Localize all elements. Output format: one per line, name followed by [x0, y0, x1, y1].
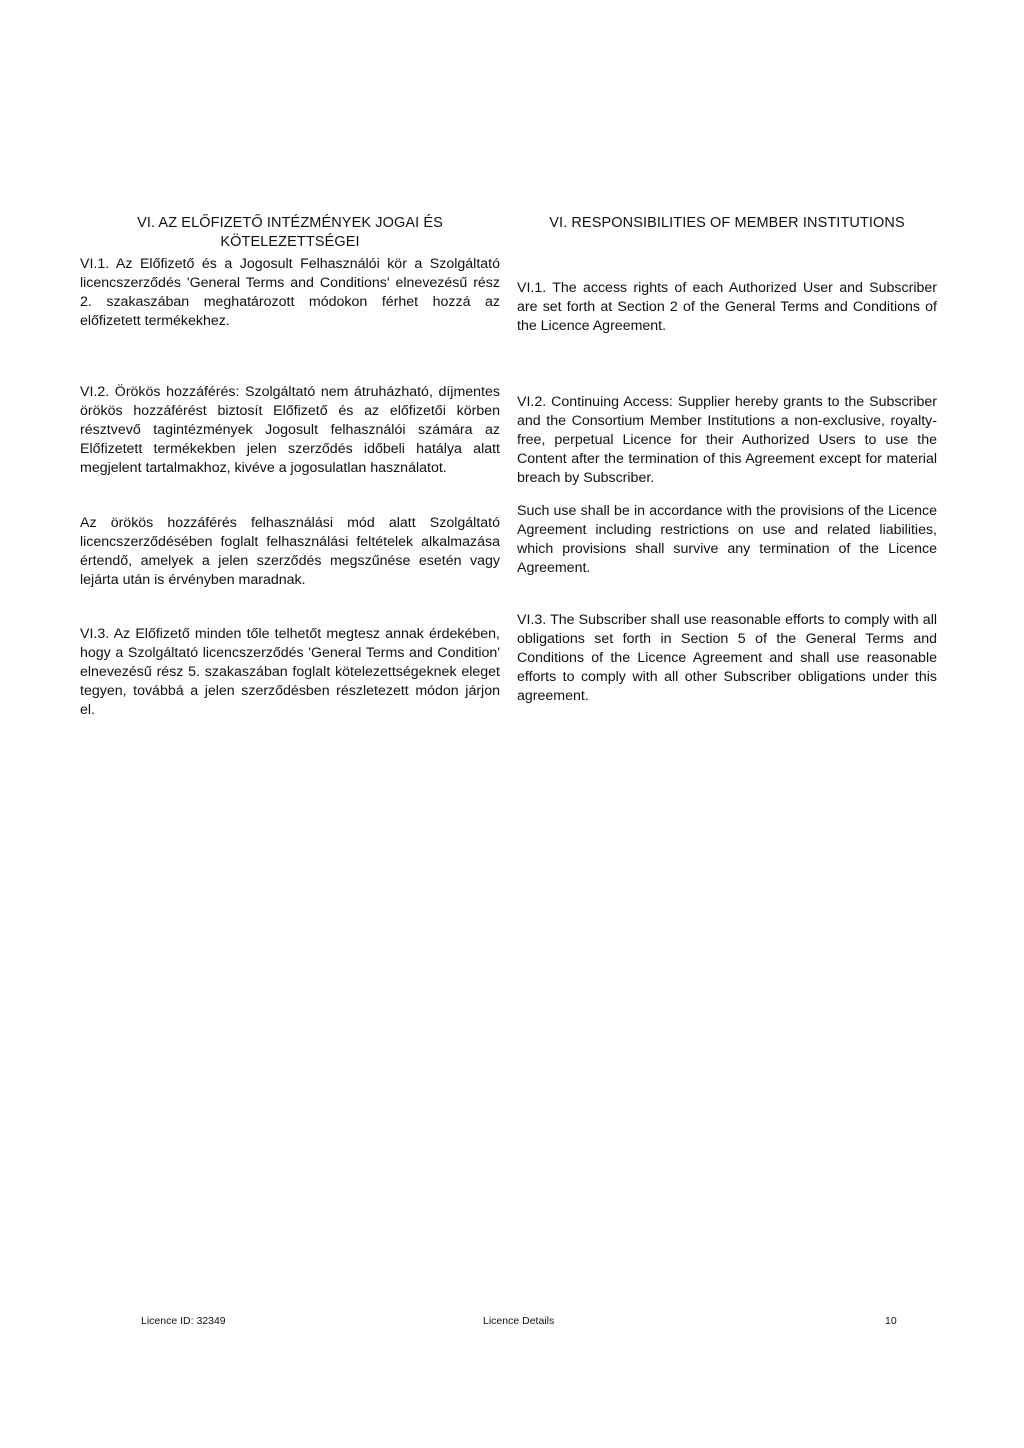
- clause-text: Such use shall be in accordance with the provisions of the Licence Agreement including restrictions on use and related liabilities, which provisions shall survive any termination of the Licence Agreement.: [517, 503, 937, 576]
- paragraph-en-3: [517, 502, 937, 578]
- clause-text: Az Előfizető és a Jogosult Felhasználói kör a Szolgáltató licencszerződés 'General Terms and Conditions' elnevezésű rész 2. szakaszában meghatározott módokon férhet hozzá az előfizetett termékekhez.: [80, 256, 500, 329]
- clause-text: The Subscriber shall use reasonable efforts to comply with all obligations set forth in Section 5 of the General Terms and Conditions of the Licence Agreement and shall use reasonable efforts to comply with all other Subscriber obligations under this agreement.: [517, 612, 938, 704]
- clause-text: The access rights of each Authorized User and Subscriber are set forth at Section 2 of the General Terms and Conditions of the Licence Agreement.: [517, 280, 937, 334]
- clause-number: VI.1.: [517, 280, 547, 296]
- footer-licence-id: Licence ID: 32349: [141, 1315, 226, 1327]
- heading-line-2: KÖTELEZETTSÉGEI: [220, 234, 360, 250]
- paragraph-hu-2: [80, 383, 500, 478]
- paragraph-hu-1: [80, 255, 500, 331]
- heading-line-1: VI. AZ ELŐFIZETŐ INTÉZMÉNYEK JOGAI ÉS: [137, 215, 443, 231]
- paragraph-en-2: [517, 393, 937, 488]
- paragraph-hu-3: [80, 514, 500, 590]
- clause-number: VI.3.: [517, 612, 547, 628]
- clause-number: VI.2.: [80, 384, 110, 400]
- paragraph-en-1: [517, 279, 937, 336]
- clause-text: Az örökös hozzáférés felhasználási mód alatt Szolgáltató licencszerződésében foglalt felhasználási feltételek alkalmazása értendő, amelyek a jelen szerződés megszűnése esetén vagy lejárta után is érvényben maradnak.: [80, 515, 500, 588]
- footer-title: Licence Details: [483, 1315, 555, 1327]
- section-heading-en: VI. RESPONSIBILITIES OF MEMBER INSTITUTIONS: [549, 215, 905, 231]
- clause-text: Örökös hozzáférés: Szolgáltató nem átruházható, díjmentes örökös hozzáférést biztosít Előfizető és az előfizetői körben résztvevő tagintézmények Jogosult felhasználói számára az Előfizetett termékekben jelen szerződés időbeli hatálya alatt megjelent tartalmakhoz, kivéve a jogosulatlan használatot.: [80, 384, 500, 476]
- paragraph-hu-4: [80, 625, 500, 720]
- clause-number: VI.3.: [80, 626, 110, 642]
- paragraph-en-4: [517, 611, 937, 706]
- section-heading-hu: [80, 214, 500, 252]
- clause-text: Continuing Access: Supplier hereby grants to the Subscriber and the Consortium Member Institutions a non-exclusive, royalty-free, perpetual Licence for their Authorized Users to use the Content after the termination of this Agreement except for material breach by Subscriber.: [517, 394, 937, 486]
- clause-number: VI.1.: [80, 256, 110, 272]
- clause-text: Az Előfizető minden tőle telhetőt megtesz annak érdekében, hogy a Szolgáltató licencszerződés 'General Terms and Condition' elnevezésű rész 5. szakaszában foglalt kötelezettségeknek eleget tegyen, továbbá a jelen szerződésben részletezett módon járjon el.: [80, 626, 500, 718]
- page-number: 10: [885, 1315, 897, 1327]
- clause-number: VI.2.: [517, 394, 547, 410]
